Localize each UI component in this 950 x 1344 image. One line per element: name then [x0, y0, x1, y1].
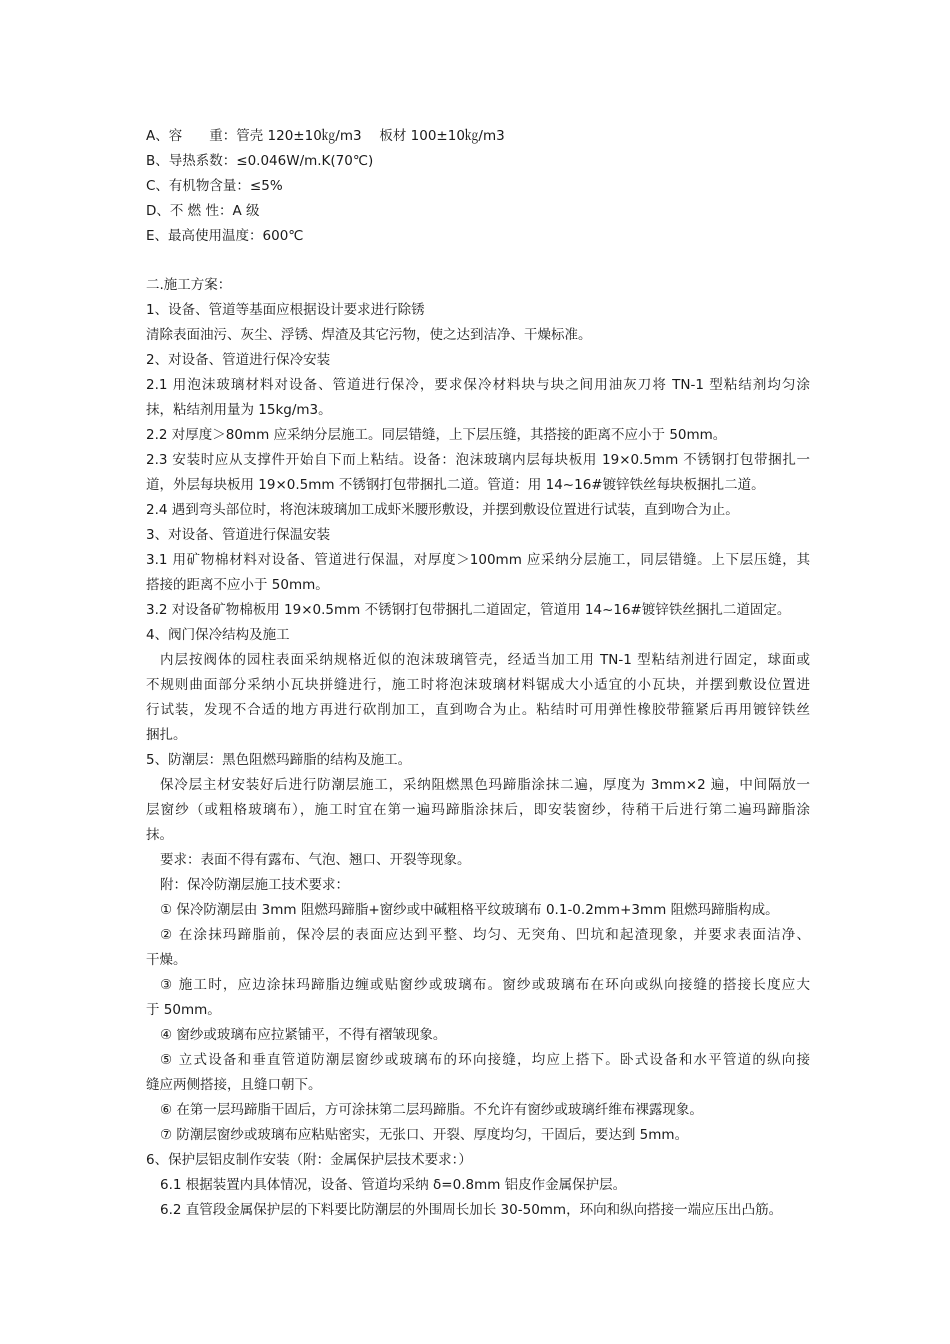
- paragraph-line: 2.2 对厚度＞80mm 应采纳分层施工。同层错缝，上下层压缝，其搭接的距离不应小于 50mm。: [146, 427, 727, 443]
- list-item: ② 在涂抹玛蹄脂前，保冷层的表面应达到平整、均匀、无突角、凹坑和起渣现象，并要求表面洁净、: [160, 927, 810, 943]
- paragraph-line: 干燥。: [146, 952, 187, 968]
- paragraph-line: 内层按阀体的园柱表面采纳规格近似的泡沫玻璃管壳，经适当加工用 TN-1 型粘结剂进行固定，球面或: [160, 652, 810, 668]
- property-conductivity: B、导热系数：≤0.046W/m.K(70℃): [146, 153, 374, 169]
- paragraph-line: 抹。: [146, 827, 173, 843]
- step-heading: 6、保护层铝皮制作安装（附：金属保护层技术要求：）: [146, 1152, 472, 1168]
- paragraph-line: 3.2 对设备矿物棉板用 19×0.5mm 不锈钢打包带捆扎二道固定，管道用 14~16#镀锌铁丝捆扎二道固定。: [146, 602, 791, 618]
- paragraph-line: 2.1 用泡沫玻璃材料对设备、管道进行保冷，要求保冷材料块与块之间用油灰刀将 TN-1 型粘结剂均匀涂: [146, 377, 810, 393]
- list-item: ⑤ 立式设备和垂直管道防潮层窗纱或玻璃布的环向接缝，均应上搭下。卧式设备和水平管道的纵向接: [160, 1052, 810, 1068]
- property-max-temperature: E、最高使用温度：600℃: [146, 228, 304, 244]
- step-heading: 3、对设备、管道进行保温安装: [146, 527, 331, 543]
- step-heading: 5、防潮层：黑色阻燃玛蹄脂的结构及施工。: [146, 752, 412, 768]
- list-item: ⑥ 在第一层玛蹄脂干固后，方可涂抹第二层玛蹄脂。不允许有窗纱或玻璃纤维布裸露现象。: [160, 1102, 703, 1118]
- paragraph-line: 附：保冷防潮层施工技术要求：: [160, 877, 349, 893]
- paragraph-line: 于 50mm。: [146, 1002, 221, 1018]
- list-item: ③ 施工时，应边涂抹玛蹄脂边缠或贴窗纱或玻璃布。窗纱或玻璃布在环向或纵向接缝的搭接长度应大: [160, 977, 810, 993]
- paragraph-line: 2.3 安装时应从支撑件开始自下而上粘结。设备：泡沫玻璃内层每块板用 19×0.5mm 不锈钢打包带捆扎一: [146, 452, 810, 468]
- paragraph-line: 搭接的距离不应小于 50mm。: [146, 577, 329, 593]
- list-item: ⑦ 防潮层窗纱或玻璃布应粘贴密实，无张口、开裂、厚度均匀，干固后，要达到 5mm。: [160, 1127, 689, 1143]
- list-item: ① 保冷防潮层由 3mm 阻燃玛蹄脂+窗纱或中碱粗格平纹玻璃布 0.1-0.2mm+3mm 阻燃玛蹄脂构成。: [160, 902, 779, 918]
- paragraph-line: 缝应两侧搭接，且缝口朝下。: [146, 1077, 322, 1093]
- paragraph-line: 6.2 直管段金属保护层的下料要比防潮层的外围周长加长 30-50mm，环向和纵向搭接一端应压出凸筋。: [160, 1202, 783, 1218]
- paragraph-line: 6.1 根据装置内具体情况，设备、管道均采纳 δ=0.8mm 铝皮作金属保护层。: [160, 1177, 627, 1193]
- paragraph-line: 2.4 遇到弯头部位时，将泡沫玻璃加工成虾米腰形敷设，并摆到敷设位置进行试装，直到吻合为止。: [146, 502, 739, 518]
- paragraph-line: 层窗纱（或粗格玻璃布），施工时宜在第一遍玛蹄脂涂抹后，即安装窗纱，待稍干后进行第二遍玛蹄脂涂: [146, 802, 810, 818]
- paragraph-line: 3.1 用矿物棉材料对设备、管道进行保温，对厚度＞100mm 应采纳分层施工，同层错缝。上下层压缝，其: [146, 552, 810, 568]
- paragraph-line: 抹，粘结剂用量为 15kg/m3。: [146, 402, 332, 418]
- step-heading: 2、对设备、管道进行保冷安装: [146, 352, 331, 368]
- paragraph-line: 保冷层主材安装好后进行防潮层施工，采纳阻燃黑色玛蹄脂涂抹二遍，厚度为 3mm×2 遍，中间隔放一: [160, 777, 810, 793]
- paragraph-line: 道，外层每块板用 19×0.5mm 不锈钢打包带捆扎二道。管道：用 14~16#镀锌铁丝每块板捆扎二道。: [146, 477, 765, 493]
- paragraph-line: 不规则曲面部分采纳小瓦块拼缝进行，施工时将泡沫玻璃材料锯成大小适宜的小瓦块，并摆到敷设位置进: [146, 677, 810, 693]
- list-item: ④ 窗纱或玻璃布应拉紧铺平，不得有褶皱现象。: [160, 1027, 447, 1043]
- paragraph-line: 捆扎。: [146, 727, 187, 743]
- step-heading: 1、设备、管道等基面应根据设计要求进行除锈: [146, 302, 425, 318]
- section-heading: 二.施工方案：: [146, 277, 232, 293]
- paragraph-line: 行试装，发现不合适的地方再进行砍削加工，直到吻合为止。粘结时可用弹性橡胶带箍紧后再用镀锌铁丝: [146, 702, 810, 718]
- step-heading: 4、阀门保冷结构及施工: [146, 627, 290, 643]
- paragraph-line: 要求：表面不得有露布、气泡、翘口、开裂等现象。: [160, 852, 471, 868]
- property-fire-rating: D、不 燃 性：A 级: [146, 203, 260, 219]
- property-organic-content: C、有机物含量：≤5%: [146, 178, 283, 194]
- property-density: A、容 重：管壳 120±10㎏/m3 板材 100±10㎏/m3: [146, 128, 505, 144]
- paragraph-line: 清除表面油污、灰尘、浮锈、焊渣及其它污物，使之达到洁净、干燥标准。: [146, 327, 592, 343]
